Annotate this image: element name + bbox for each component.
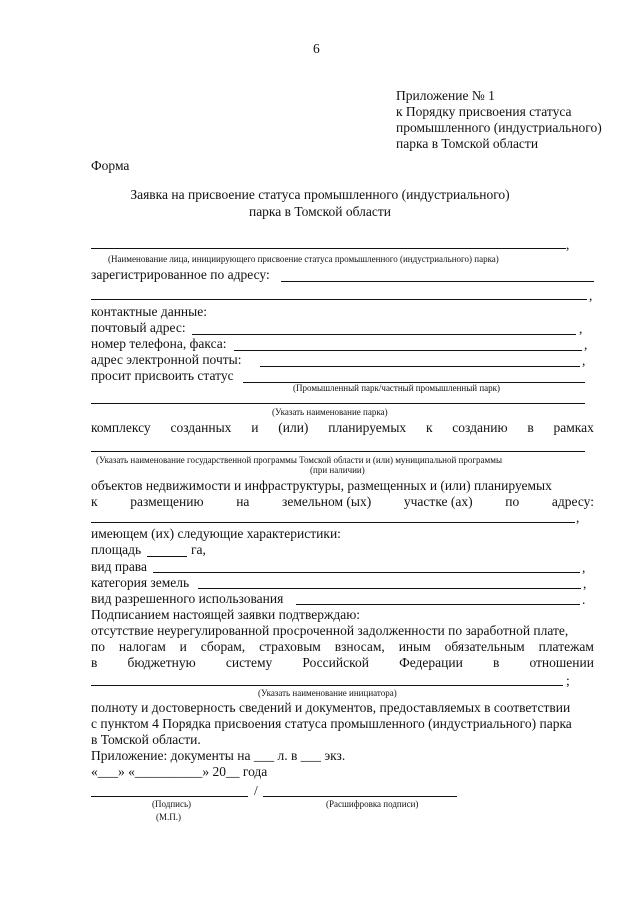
hint-initiator: (Указать наименование инициатора) [258,688,397,698]
word: планируемых [328,420,407,435]
appendix-line-1: Приложение № 1 [396,88,495,103]
comma: , [582,353,586,368]
phone-fax-label: номер телефона, факса: [91,336,227,351]
postal-address-line[interactable] [192,334,576,335]
form-label: Форма [91,158,130,173]
area-input-line[interactable] [147,556,187,557]
objects-line: объектов недвижимости и инфраструктуры, размещенных и (или) планируемых [91,478,552,493]
hint-status: (Промышленный парк/частный промышленный парк) [293,383,501,393]
hint-signature: (Подпись) [152,799,192,809]
land-address-line[interactable] [91,522,575,523]
land-category-line[interactable] [198,588,581,589]
word: и [251,420,259,435]
completeness-line-3: в Томской области. [91,732,201,747]
word: в [527,420,534,435]
word: иным [398,639,431,654]
word: комплексу [91,420,151,435]
comma: , [566,237,570,252]
word: земельном (ых) [282,494,372,509]
word: по [91,639,105,654]
word: созданию [452,420,508,435]
word: страховым [259,639,321,654]
request-status-label: просит присвоить статус [91,368,234,383]
word: к [91,494,98,509]
completeness-line-1: полноту и достоверность сведений и документов, предоставляемых в соответствии [91,700,571,715]
area-label: площадь [91,542,142,557]
confirm-label: Подписанием настоящей заявки подтверждаю: [91,607,361,622]
word: к [425,420,433,435]
comma: , [584,337,588,352]
word: адресу: [551,494,594,509]
registered-address-line-2[interactable] [91,299,587,300]
word: Российской [302,655,369,670]
document-title-line-2: парка в Томской области [248,204,392,219]
registered-address-label: зарегистрированное по адресу: [91,267,270,282]
word: по [505,494,520,509]
postal-address-label: почтовый адрес: [91,320,186,335]
program-name-line[interactable] [91,451,585,452]
word: отношении [529,655,594,670]
word: обязательным [444,639,525,654]
word: в [492,655,500,670]
word: систему [225,655,273,670]
appendix-line-2: к Порядку присвоения статуса [396,104,572,119]
word: и [179,639,187,654]
word: созданных [170,420,232,435]
word: платежам [538,639,594,654]
area-unit: га, [191,542,206,557]
document-title-line-1: Заявка на присвоение статуса промышленного (индустриального) [130,187,510,202]
hint-park-name: (Указать наименование парка) [272,407,388,417]
appendix-line-4: парка в Томской области [396,136,539,151]
permitted-use-line[interactable] [296,604,580,605]
hint-program-line-1: (Указать наименование государственной программы Томской области и (или) муниципальной программы [96,455,502,465]
taxes-row [91,639,594,655]
applicant-name-line[interactable] [91,248,566,249]
slash: / [254,783,258,798]
word: налогам [118,639,166,654]
completeness-line-2: с пунктом 4 Порядка присвоения статуса промышленного (индустриального) парка [91,716,572,731]
page-number: 6 [313,41,320,56]
period: . [582,592,586,607]
phone-fax-line[interactable] [234,350,582,351]
signature-line[interactable] [91,796,248,797]
comma: , [576,510,580,525]
right-type-line[interactable] [153,572,580,573]
word: размещению [130,494,204,509]
right-type-label: вид права [91,559,147,574]
contacts-label: контактные данные: [91,304,207,319]
word: Федерации [399,655,463,670]
word: бюджетную [127,655,196,670]
comma: , [589,288,593,303]
word: на [236,494,250,509]
hint-transcript: (Расшифровка подписи) [326,799,419,809]
budget-row [91,655,594,671]
initiator-name-line[interactable] [91,685,563,686]
registered-address-line[interactable] [281,281,594,282]
word: взносам, [334,639,385,654]
comma: , [582,560,586,575]
land-category-label: категория земель [91,575,190,590]
permitted-use-label: вид разрешенного использования [91,591,284,606]
hint-program-line-2: (при наличии) [310,465,365,475]
email-label: адрес электронной почты: [91,352,242,367]
hint-applicant-name: (Наименование лица, инициирующего присвоение статуса промышленного (индустриального) парка) [108,254,499,264]
hint-stamp: (М.П.) [156,812,181,822]
signature-transcript-line[interactable] [263,796,457,797]
park-name-line[interactable] [91,403,585,404]
comma: , [579,321,583,336]
word: участке (ах) [403,494,473,509]
attachment-line: Приложение: документы на ___ л. в ___ экз. [91,748,346,763]
appendix-line-3: промышленного (индустриального) [396,120,602,135]
word: сборам, [200,639,246,654]
word: рамках [553,420,594,435]
date-line: «___» «__________» 20__ года [91,764,268,779]
characteristics-label: имеющем (их) следующие характеристики: [91,526,341,541]
placement-row [91,494,594,510]
absence-line: отсутствие неурегулированной просроченной задолженности по заработной плате, [91,623,569,638]
email-line[interactable] [260,366,580,367]
semicolon: ; [566,673,570,688]
comma: , [583,576,587,591]
word: в [91,655,98,670]
complex-row [91,420,594,436]
word: (или) [278,420,309,435]
